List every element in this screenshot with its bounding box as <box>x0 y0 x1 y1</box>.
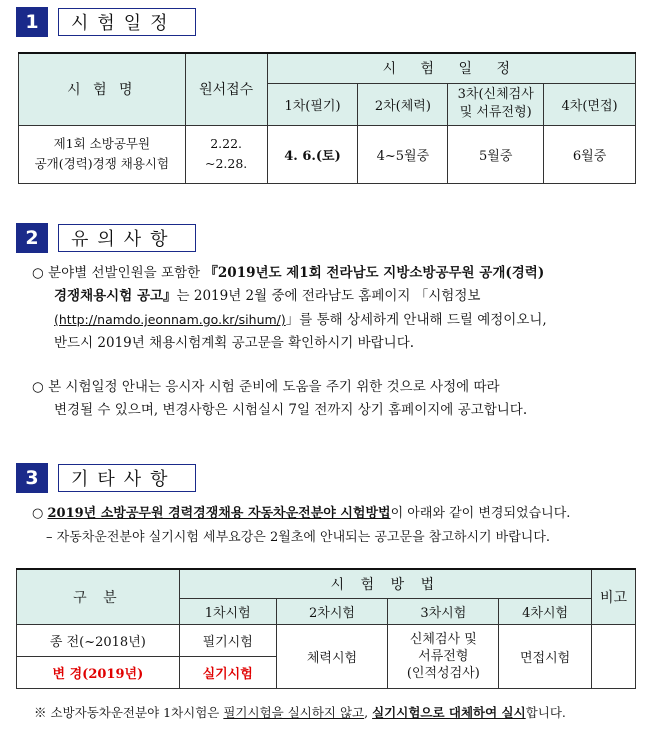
row-old-test-1: 필기시험 <box>179 624 276 656</box>
cell-test-3-line3: (인적성검사) <box>406 665 480 681</box>
footnote-text-4: 실기시험으로 대체하여 실시 <box>372 705 526 720</box>
other-1 <box>32 502 638 525</box>
section-3-header <box>16 462 196 494</box>
exam-name-line2: 공개(경력)경쟁 채용시험 <box>34 156 170 171</box>
footnote-text-3: , <box>364 705 373 720</box>
cell-test-3-line2: 서류전형 <box>418 648 469 664</box>
cell-test-4: 면접시험 <box>499 624 592 688</box>
section-number: 3 <box>16 463 48 493</box>
homepage-link[interactable]: (http://namdo.jeonnam.go.kr/sihum/) <box>54 312 286 327</box>
other-1-mark: ○ <box>32 506 48 521</box>
row-old-label: 종 전(~2018년) <box>17 624 180 656</box>
header-test-3: 3차시험 <box>388 598 499 624</box>
note-1-notice-title-end: 경쟁채용시험 공고』 <box>54 288 177 304</box>
header-stage-1: 1차(필기) <box>267 83 358 125</box>
cell-test-3-line1: 신체검사 및 <box>409 631 477 647</box>
header-division: 구 분 <box>17 569 180 624</box>
exam-schedule-table <box>18 52 636 184</box>
cell-stage-4-date: 6월중 <box>544 125 636 183</box>
header-stage-3 <box>448 83 544 125</box>
exam-method-table <box>16 568 636 689</box>
cell-stage-1-date: 4. 6.(토) <box>267 125 358 183</box>
note-1-text: 는 2019년 2월 중에 전라남도 홈페이지 「시험정보 <box>176 288 481 304</box>
header-remarks: 비고 <box>592 569 636 624</box>
header-test-4: 4차시험 <box>499 598 592 624</box>
section-title: 기타사항 <box>58 464 196 492</box>
note-1 <box>32 262 638 355</box>
cell-exam-name <box>19 125 186 183</box>
note-2 <box>32 376 638 422</box>
section-title: 유의사항 <box>58 224 196 252</box>
note-1-text-3: 반드시 2019년 채용시험계획 공고문을 확인하시기 바랍니다. <box>54 335 415 351</box>
note-2-line2: 변경될 수 있으며, 변경사항은 시험실시 7일 전까지 상기 홈페이지에 공고합니다. <box>54 402 528 418</box>
cell-remarks <box>592 624 636 688</box>
header-stage-3-line1: 3차(신체검사 <box>457 87 534 102</box>
application-start: 2.22. <box>210 136 243 151</box>
header-test-1: 1차시험 <box>179 598 276 624</box>
header-exam-name: 시 험 명 <box>19 53 186 125</box>
other-1-subject: 2019년 소방공무원 경력경쟁채용 자동차운전분야 시험방법 <box>47 506 391 521</box>
footnote-text-1: ※ 소방자동차운전분야 1차시험은 <box>34 705 224 720</box>
header-stage-2: 2차(체력) <box>358 83 448 125</box>
header-application: 원서접수 <box>185 53 267 125</box>
header-method: 시 험 방 법 <box>179 569 591 598</box>
header-stage-4: 4차(면접) <box>544 83 636 125</box>
header-stage-3-line2: 및 서류전형) <box>459 105 532 120</box>
row-new-test-1: 실기시험 <box>179 656 276 688</box>
header-test-2: 2차시험 <box>276 598 388 624</box>
cell-test-2: 체력시험 <box>276 624 388 688</box>
section-title: 시험일정 <box>58 8 196 36</box>
exam-name-line1: 제1회 소방공무원 <box>53 136 151 151</box>
cell-stage-3-date: 5월중 <box>448 125 544 183</box>
note-1-notice-title: 『2019년도 제1회 전라남도 지방소방공무원 공개(경력) <box>204 265 545 281</box>
section-2-header <box>16 222 196 254</box>
cell-stage-2-date: 4~5월중 <box>358 125 448 183</box>
row-new-label: 변 경(2019년) <box>17 656 180 688</box>
section-number: 1 <box>16 7 48 37</box>
note-2-line1: ○ 본 시험일정 안내는 응시자 시험 준비에 도움을 주기 위한 것으로 사정에 따라 <box>32 379 500 395</box>
cell-test-3 <box>388 624 499 688</box>
footnote-text-2: 필기시험을 실시하지 않고 <box>223 705 365 720</box>
other-2: – 자동차운전분야 실기시험 세부요강은 2월초에 안내되는 공고문을 참고하시기 바랍니다. <box>46 530 551 545</box>
note-1-text-2: 」를 통해 상세하게 안내해 드릴 예정이오니, <box>285 312 547 328</box>
footnote-text-5: 합니다. <box>525 705 566 720</box>
other-1-text: 이 아래와 같이 변경되었습니다. <box>390 506 571 521</box>
note-1-intro: ○ 분야별 선발인원을 포함한 <box>32 265 205 281</box>
cell-application <box>185 125 267 183</box>
header-schedule: 시 험 일 정 <box>267 53 635 83</box>
footnote <box>34 703 566 721</box>
section-1-header <box>16 6 196 38</box>
section-number: 2 <box>16 223 48 253</box>
application-end: ~2.28. <box>204 156 248 171</box>
